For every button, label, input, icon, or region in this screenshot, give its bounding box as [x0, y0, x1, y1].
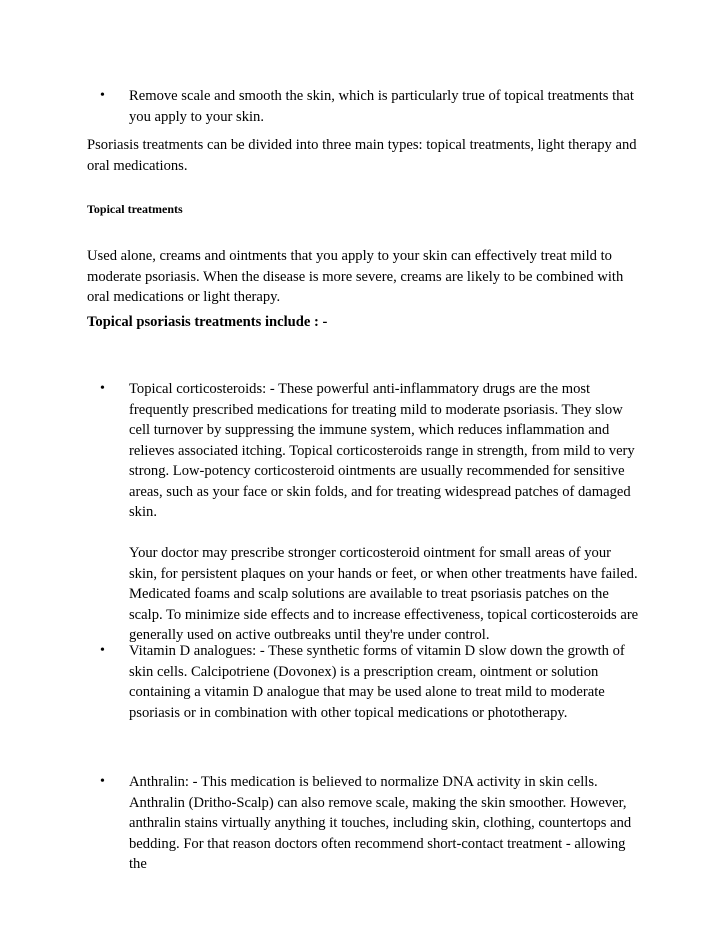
paragraph-creams-ointments: Used alone, creams and ointments that you apply to your skin can effectively treat mild to moderate psoriasis. When the disease is more severe, creams are likely to be combined with oral medications or light therapy. — [87, 248, 624, 305]
list-item-remove-scale — [100, 86, 640, 127]
list-item-vitamin-d — [100, 641, 640, 723]
heading-treatments-include: Topical psoriasis treatments include : - — [87, 314, 328, 330]
corticosteroids-paragraph-1: Topical corticosteroids: - These powerful anti-inflammatory drugs are the most frequently prescribed medications for treating mild to moderate psoriasis. They slow cell turnover by suppressing the immune system, which reduces inflammation and relieves associated itching. Topical corticosteroids range in strength, from mild to very strong. Low-potency corticosteroid ointments are usually recommended for sensitive areas, such as your face or skin folds, and for treating widespread patches of damaged skin. — [129, 381, 635, 520]
vitamin-d-paragraph: Vitamin D analogues: - These synthetic forms of vitamin D slow down the growth of skin cells. Calcipotriene (Dovonex) is a prescription cream, ointment or solution containing a vitamin D analogue that may be used alone to treat mild to moderate psoriasis or in combination with other topical medications or phototherapy. — [129, 643, 625, 721]
corticosteroids-paragraph-2: Your doctor may prescribe stronger corticosteroid ointment for small areas of your skin, for persistent plaques on your hands or feet, or when other treatments have failed. Medicated foams and scalp solutions are available to treat psoriasis patches on the scalp. To minimize side effects and to increase effectiveness, topical corticosteroids are generally used on active outbreaks until they're under control. — [129, 545, 639, 643]
paragraph-treatment-types: Psoriasis treatments can be divided into three main types: topical treatments, light therapy and oral medications. — [87, 137, 637, 174]
list-item-anthralin — [100, 772, 640, 875]
bullet-icon: • — [100, 88, 105, 103]
list-item-corticosteroids — [100, 379, 640, 646]
bullet-icon: • — [100, 643, 105, 658]
anthralin-paragraph: Anthralin: - This medication is believed to normalize DNA activity in skin cells. Anthralin (Dritho-Scalp) can also remove scale, making the skin smoother. However, anthralin stains virtually anything it touches, including skin, clothing, countertops and bedding. For that reason doctors often recommend short-contact treatment - allowing the — [129, 774, 632, 872]
list-item-text: Remove scale and smooth the skin, which is particularly true of topical treatments that you apply to your skin. — [129, 88, 634, 125]
list-item-text — [129, 379, 640, 646]
heading-topical-treatments: Topical treatments — [87, 202, 183, 216]
bullet-icon: • — [100, 774, 105, 789]
bullet-icon: • — [100, 381, 105, 396]
list-item-text — [129, 641, 640, 723]
list-item-text — [129, 772, 640, 875]
